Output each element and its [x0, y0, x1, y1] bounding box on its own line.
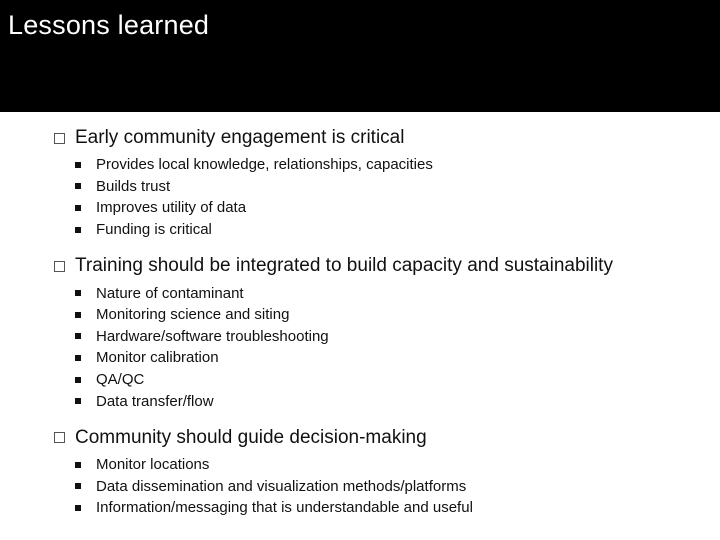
list-item [75, 347, 714, 369]
square-bullet-icon [54, 133, 65, 144]
list-item-text: Data dissemination and visualization methods/platforms [96, 477, 467, 495]
list-item-text: Data transfer/flow [96, 392, 214, 410]
slide-content [54, 124, 714, 531]
list-item [75, 197, 714, 219]
section-heading: Training should be integrated to build capacity and sustainability [75, 255, 613, 277]
sub-bullet-list [75, 454, 714, 519]
section-early-engagement [54, 124, 714, 240]
list-item-text: Hardware/software troubleshooting [96, 327, 329, 345]
section-community-decisions [54, 424, 714, 519]
list-item [75, 390, 714, 412]
sub-bullet-list [75, 154, 714, 240]
list-item [75, 369, 714, 391]
list-item-text: Information/messaging that is understandable and useful [96, 499, 473, 517]
list-item [75, 497, 714, 519]
filled-square-bullet-icon [75, 205, 81, 211]
list-item-text: Funding is critical [96, 221, 212, 239]
section-heading: Community should guide decision-making [75, 426, 427, 448]
list-item [75, 176, 714, 198]
list-item-text: Builds trust [96, 177, 171, 195]
list-item-text: Monitor calibration [96, 349, 219, 367]
list-item [75, 476, 714, 498]
section-heading: Early community engagement is critical [75, 127, 405, 148]
list-item [75, 454, 714, 476]
filled-square-bullet-icon [75, 162, 81, 168]
list-item [75, 326, 714, 348]
filled-square-bullet-icon [75, 398, 81, 404]
filled-square-bullet-icon [75, 377, 81, 383]
filled-square-bullet-icon [75, 290, 81, 296]
square-bullet-icon [54, 432, 65, 443]
slide-title: Lessons learned [8, 10, 210, 40]
filled-square-bullet-icon [75, 227, 81, 233]
list-item-text: Nature of contaminant [96, 284, 244, 302]
list-item [75, 154, 714, 176]
square-bullet-icon [54, 261, 65, 272]
filled-square-bullet-icon [75, 333, 81, 339]
list-item-text: Provides local knowledge, relationships, capacities [96, 156, 433, 174]
list-item [75, 304, 714, 326]
sub-bullet-list [75, 282, 714, 412]
list-item-text: Improves utility of data [96, 199, 247, 217]
section-training [54, 252, 714, 412]
section-heading-row [54, 424, 714, 452]
list-item [75, 282, 714, 304]
list-item-text: Monitor locations [96, 456, 210, 474]
section-heading-row [54, 124, 714, 152]
title-bar [0, 0, 720, 112]
filled-square-bullet-icon [75, 183, 81, 189]
filled-square-bullet-icon [75, 462, 81, 468]
filled-square-bullet-icon [75, 505, 81, 511]
list-item-text: QA/QC [96, 371, 145, 389]
filled-square-bullet-icon [75, 355, 81, 361]
filled-square-bullet-icon [75, 483, 81, 489]
list-item-text: Monitoring science and siting [96, 306, 290, 324]
filled-square-bullet-icon [75, 312, 81, 318]
section-heading-row [54, 252, 714, 280]
list-item [75, 219, 714, 241]
